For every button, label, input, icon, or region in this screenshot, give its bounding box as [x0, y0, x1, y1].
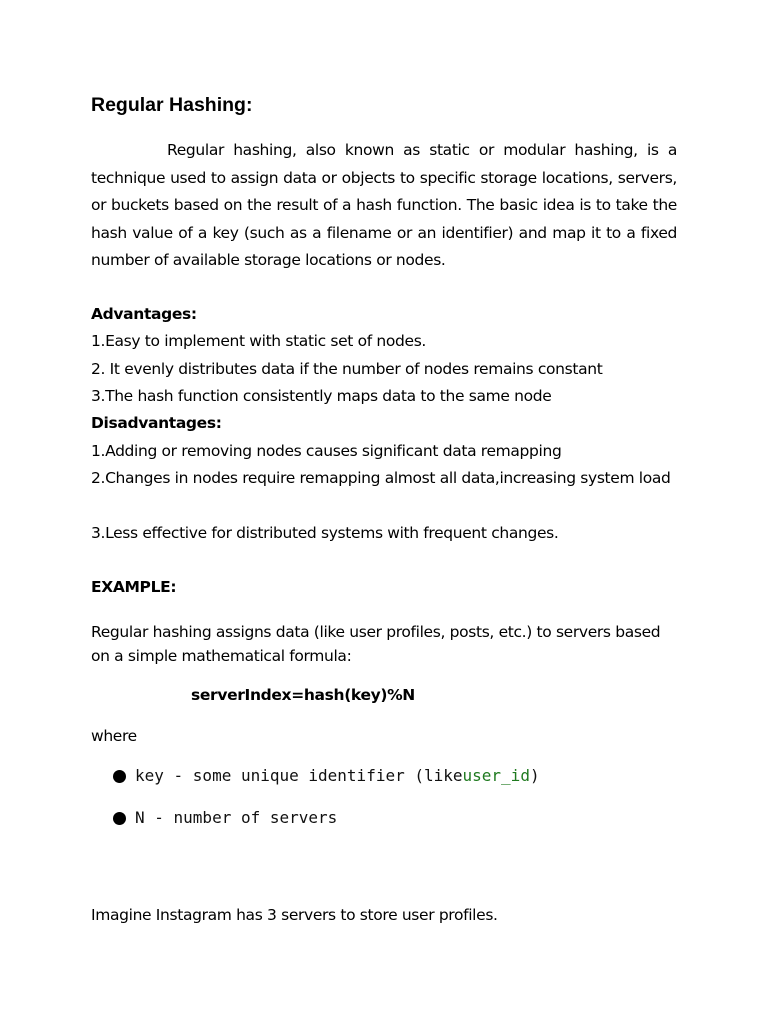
example-description: Regular hashing assigns data (like user profiles, posts, etc.) to servers based on a simple mathematical formula:	[91, 623, 661, 665]
intro-paragraph: Regular hashing, also known as static or modular hashing, is a technique used to assign data or objects to specific storage locations, servers, or buckets based on the result of a hash function. The basic idea is to take the hash value of a key (such as a filename or an identifier) and map it to a fixed number of available storage locations or nodes.	[91, 141, 677, 269]
bullet-item-key	[113, 764, 540, 788]
bullet-icon	[113, 770, 126, 783]
formula: serverIndex=hash(key)%N	[191, 686, 415, 704]
bullet-item-n	[113, 806, 337, 830]
disadvantage-item: 1.Adding or removing nodes causes significant data remapping	[91, 442, 562, 460]
advantage-item: 2. It evenly distributes data if the number of nodes remains constant	[91, 360, 603, 378]
bullet-text: N - number of servers	[135, 808, 338, 827]
where-label: where	[91, 727, 137, 745]
inline-code: user_id	[462, 766, 530, 785]
bullet-tail: )	[529, 766, 540, 785]
advantage-item: 3.The hash function consistently maps data to the same node	[91, 387, 552, 405]
example-heading: EXAMPLE:	[91, 578, 177, 596]
disadvantage-item: 2.Changes in nodes require remapping almost all data,increasing system load	[91, 469, 671, 487]
section-title: Regular Hashing:	[91, 94, 253, 116]
disadvantage-item: 3.Less effective for distributed systems with frequent changes.	[91, 524, 559, 542]
advantages-heading: Advantages:	[91, 305, 197, 323]
bullet-icon	[113, 812, 126, 825]
scenario-text: Imagine Instagram has 3 servers to store user profiles.	[91, 906, 498, 924]
bullet-text: key - some unique identifier (like	[135, 766, 463, 785]
advantage-item: 1.Easy to implement with static set of nodes.	[91, 332, 427, 350]
disadvantages-heading: Disadvantages:	[91, 414, 222, 432]
